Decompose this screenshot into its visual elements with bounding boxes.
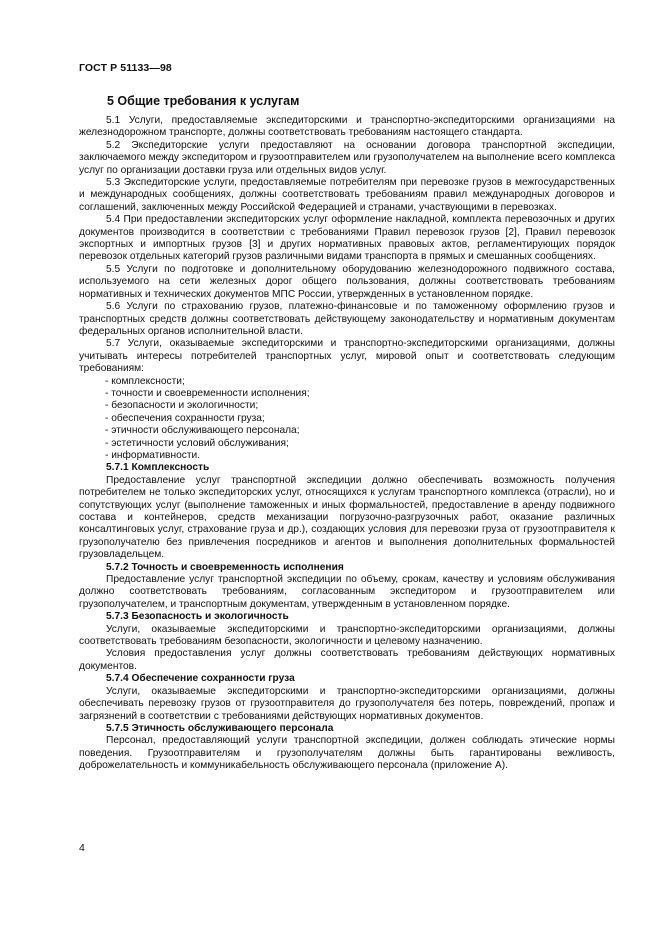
subsection-title-5-7-1: 5.7.1 Комплексность xyxy=(106,462,210,474)
subsection-text-5-7-4: Услуги, оказываемые экспедиторскими и транспортно-экспедиторскими организациями, должны обеспечивать перевозку грузов от грузоотправителя до грузополучателя без потерь, повреждений, пропаж и загрязнений в соответствии с требованиями действующих нормативных документов. xyxy=(79,685,615,722)
list-item: - безопасности и экологичности; xyxy=(105,400,259,412)
subsection-text-5-7-2: Предоставление услуг транспортной экспедиции по объему, срокам, качеству и условиям обслуживания должно соответствовать требованиям, согласованным экспедитором и грузоотправителем или грузополучателем, и транспортным документам, утвержденным в установленном порядке. xyxy=(79,574,615,610)
subsection-text-5-7-3-b: Условия предоставления услуг должны соответствовать требованиям действующих нормативных документов. xyxy=(79,648,615,672)
list-item: - информативности. xyxy=(105,449,201,461)
subsection-title-5-7-5: 5.7.5 Этичность обслуживающего персонала xyxy=(106,722,334,734)
list-item: - обеспечения сохранности груза; xyxy=(105,412,265,424)
page-number: 4 xyxy=(79,842,85,854)
list-item: - точности и своевременности исполнения; xyxy=(105,387,310,399)
paragraph-5-1: 5.1 Услуги, предоставляемые экспедиторскими и транспортно-экспедиторскими организациями на железнодорожном транспорте, должны соответствовать требованиям настоящего стандарта. xyxy=(79,115,615,139)
section-title: 5 Общие требования к услугам xyxy=(107,94,300,108)
document-body xyxy=(79,115,615,773)
paragraph-5-5: 5.5 Услуги по подготовке и дополнительному оборудованию железнодорожного подвижного состава, используемого на сети железных дорог общего пользования, должны соответствовать требованиям нормативных и технических документов МПС России, утвержденных в установленном порядке. xyxy=(79,263,615,300)
subsection-title-5-7-2: 5.7.2 Точность и своевременность исполнения xyxy=(106,561,344,573)
list-item: - комплексности; xyxy=(105,375,185,387)
paragraph-5-6: 5.6 Услуги по страхованию грузов, платежно-финансовые и по таможенному оформлению грузов и транспортных средств должны соответствовать действующему законодательству и нормативным документам федеральных органов исполнительной власти. xyxy=(79,301,615,337)
subsection-text-5-7-3: Услуги, оказываемые экспедиторскими и транспортно-экспедиторскими организациями, должны соответствовать требованиям безопасности, экологичности и целевому назначению. xyxy=(79,623,615,648)
subsection-text-5-7-5: Персонал, предоставляющий услуги транспортной экспедиции, должен соблюдать этические нормы поведения. Грузоотправителям и грузополучателям должны быть гарантированы вежливость, доброжелательность и коммуникабельность обслуживающего персонала (приложение А). xyxy=(79,735,615,772)
paragraph-5-3: 5.3 Экспедиторские услуги, предоставляемые потребителям при перевозке грузов в межгосударственных и международных сообщениях, должны соответствовать требованиям правил международных договоров и соглашений, заключенных между Российской Федерацией и странами, участвующими в перевозках. xyxy=(79,177,615,213)
paragraph-5-4: 5.4 При предоставлении экспедиторских услуг оформление накладной, комплекта перевозочных и других документов производится в соответствии с требованиями Правил перевозок грузов [2], Правил перевозок экспортных и импортных грузов [3] и других нормативных правовых актов, регламентирующих порядок перевозок отдельных категорий грузов различными видами транспорта в прямых и смешанных сообщениях. xyxy=(79,214,615,263)
list-item: - эстетичности условий обслуживания; xyxy=(105,437,289,449)
subsection-title-5-7-4: 5.7.4 Обеспечение сохранности груза xyxy=(106,673,295,685)
paragraph-5-2: 5.2 Экспедиторские услуги предоставляют на основании договора транспортной экспедиции, заключаемого между экспедитором и грузоотправителем или грузополучателем на выполнение всего комплекса услуг по организации доставки груза или отдельных видов услуг. xyxy=(79,139,615,176)
subsection-text-5-7-1: Предоставление услуг транспортной экспедиции должно обеспечивать возможность получения потребителем не только экспедиторских услуг, относящихся к услугам транспортного комплекса (отрасли), но и сопутствующих услуг (выполнение таможенных и иных формальностей, предоставление в аренду подвижного состава и контейнеров, средств механизации погрузочно-разгрузочных работ, оказание различных консалтинговых услуг, страхование груза и др.), создающих условия для перевозки груза от грузоотправителя к грузополучателю без привлечения посредников и агентов и выполнения дополнительных формальностей грузовладельцем. xyxy=(79,474,615,561)
requirements-list xyxy=(79,376,615,463)
paragraph-5-7: 5.7 Услуги, оказываемые экспедиторскими и транспортно-экспедиторскими организациями, должны учитывать интересы потребителей транспортных услуг, мировой опыт и соответствовать следующим требованиям: xyxy=(79,338,615,375)
list-item: - этичности обслуживающего персонала; xyxy=(105,425,300,437)
document-header: ГОСТ Р 51133—98 xyxy=(79,62,172,74)
subsection-title-5-7-3: 5.7.3 Безопасность и экологичность xyxy=(106,611,289,623)
